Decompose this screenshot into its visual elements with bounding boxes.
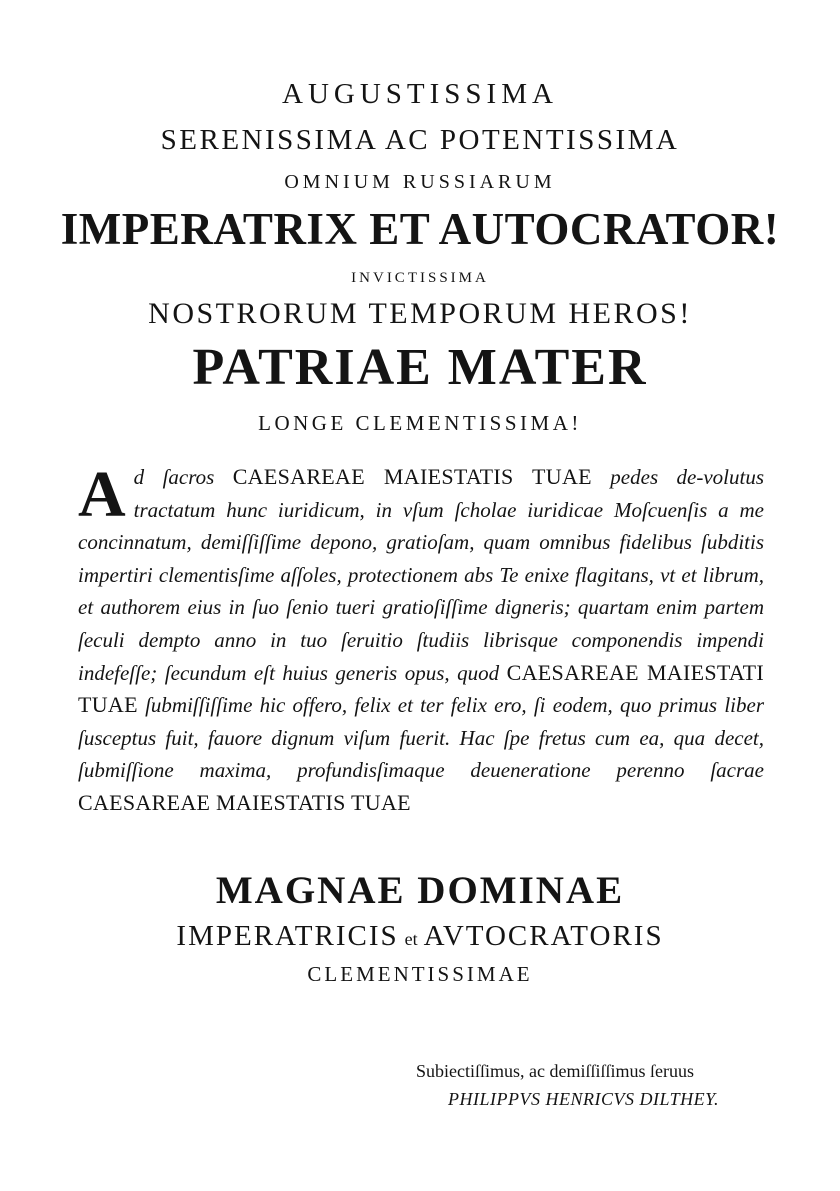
closing-imperatricis: IMPERATRICIS bbox=[176, 920, 399, 952]
closing-clementissimae: CLEMENTISSIMAE bbox=[307, 962, 533, 986]
drop-cap: A bbox=[78, 458, 126, 531]
heading-augustissima: AUGUSTISSIMA bbox=[282, 78, 558, 110]
signature-name: PHILIPPVS HENRICVS DILTHEY. bbox=[448, 1089, 719, 1109]
dedication-caps-3: CAESAREAE MAIESTATIS TUAE bbox=[78, 789, 411, 815]
closing-imperatricis-line bbox=[0, 920, 840, 953]
signature-block bbox=[416, 1057, 766, 1113]
heading-nostrorum-temporum: NOSTRORUM TEMPORUM HEROS! bbox=[148, 297, 692, 330]
closing-et: et bbox=[404, 929, 418, 949]
heading-longe-clementissima: LONGE CLEMENTISSIMA! bbox=[258, 411, 582, 435]
closing-autocratoris: AVTOCRATORIS bbox=[423, 920, 664, 952]
dedication-text-1: d ſacros bbox=[133, 465, 233, 489]
heading-patriae-mater: PATRIAE MATER bbox=[192, 339, 648, 396]
closing-magnae-dominae: MAGNAE DOMINAE bbox=[215, 869, 625, 912]
dedication-text-3: ſubmiſſiſſime hic offero, felix et ter felix ero, ſi eodem, quo primus liber ſusceptus fuit, fauore dignum viſum fuerit. Hac ſpe fretus cum ea, qua decet, ſubmiſſione maxima, profundisſimaque deueneratione perenno ſacrae bbox=[78, 693, 764, 783]
dedication-text-2: pedes de-volutus tractatum hunc iuridicum, in vſum ſcholae iuridicae Moſcuenſis a me concinnatum, demiſſiſſime depono, gratioſam, quam omnibus fidelibus ſubditis impertiri clementisſime aſſoles, protectionem abs Te enixe flagitans, vt et librum, et authorem eius in ſuo ſenio tueri gratioſiſſime digneris; quartam enim partem ſeculi dempto anno in tuo ſeruitio ſtudiis librisque componendis impendi indefeſſe; ſecundum eſt huius generis opus, quod bbox=[78, 465, 764, 685]
heading-invictissima: INVICTISSIMA bbox=[351, 270, 489, 286]
signature-title: Subiectiſſimus, ac demiſſiſſimus ſeruus bbox=[416, 1061, 694, 1081]
dedication-paragraph bbox=[78, 458, 764, 820]
dedication-caps-2: CAESAREAE MAIESTATI TUAE bbox=[78, 659, 764, 718]
dedication-caps-1: CAESAREAE MAIESTATIS TUAE bbox=[232, 464, 592, 489]
heading-serenissima: SERENISSIMA AC POTENTISSIMA bbox=[160, 124, 680, 156]
heading-omnium-russiarum: OMNIUM RUSSIARUM bbox=[284, 171, 556, 193]
heading-imperatrix: IMPERATRIX ET AUTOCRATOR! bbox=[60, 204, 780, 254]
